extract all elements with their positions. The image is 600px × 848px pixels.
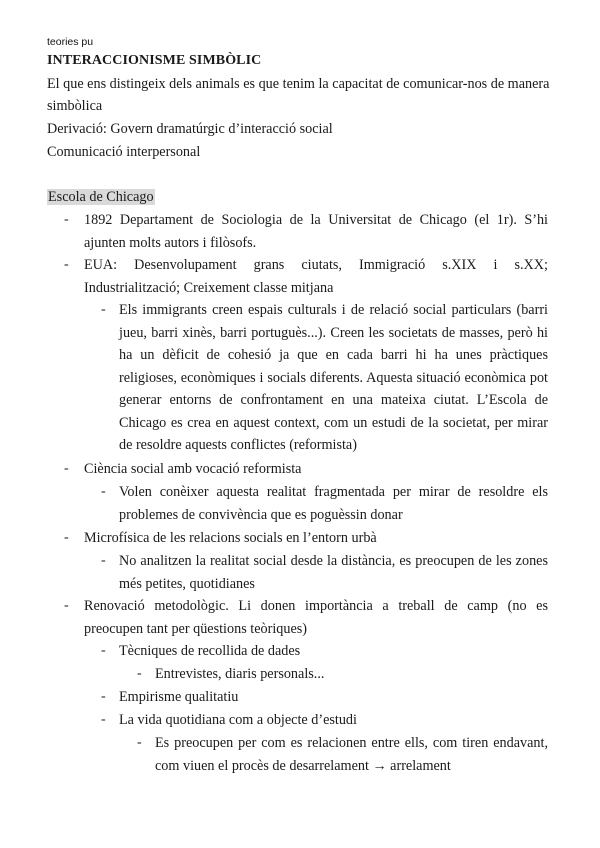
intro-line-1: El que ens distingeix dels animals es que tenim la capacitat de comunicar-nos de manera: [47, 76, 550, 92]
list-item: Els immigrants creen espais culturals i de relació social particulars (barri jueu, barri xinès, barri portuguès...). Creen les societats de masses, però hi ha un dèficit de cohesió ja que en cada barri hi ha unes pràctiques religioses, econòmiques i socials diferents. Aquesta situació econòmica pot generar entorns de confrontament en una mateixa ciutat. L’Escola de Chicago es crea en aquest context, com un estudi de la societat, per mirar de resoldre aquests conflictes (reformista): [119, 302, 548, 453]
bullet-marker: -: [64, 461, 69, 476]
comunicacio-line: Comunicació interpersonal: [47, 144, 201, 160]
list-item: Ciència social amb vocació reformista: [84, 461, 302, 477]
bullet-marker: -: [101, 553, 106, 568]
bullet-marker: -: [64, 530, 69, 545]
section-heading-text: Escola de Chicago: [48, 189, 154, 205]
list-item: Renovació metodològic. Li donen importància a treball de camp (no es preocupen tant per qüestions teòriques): [84, 598, 548, 637]
list-item: 1892 Departament de Sociologia de la Universitat de Chicago (el 1r). S’hi ajunten molts autors i filòsofs.: [84, 212, 548, 251]
list-item: Tècniques de recollida de dades: [119, 643, 301, 659]
bullet-marker: -: [64, 212, 69, 227]
bullet-marker: -: [101, 643, 106, 658]
bullet-marker: -: [101, 484, 106, 499]
document-header-label: teories pu: [47, 36, 94, 48]
list-item: Es preocupen per com es relacionen entre ells, com tiren endavant, com viuen el procès de desarrelament → arrelament: [155, 735, 548, 774]
bullet-marker: -: [101, 689, 106, 704]
list-item: No analitzen la realitat social desde la distància, es preocupen de les zones més petites, quotidianes: [119, 553, 548, 592]
intro-line-2: simbòlica: [47, 98, 103, 114]
bullet-marker: -: [137, 666, 142, 681]
document-title: INTERACCIONISME SIMBÒLIC: [47, 53, 262, 68]
derivacio-line: Derivació: Govern dramatúrgic d’interacció social: [47, 121, 333, 137]
list-item: Volen conèixer aquesta realitat fragmentada per mirar de resoldre els problemes de convivència que es poguèssin donar: [119, 484, 548, 523]
list-item: Microfísica de les relacions socials en l’entorn urbà: [84, 530, 377, 546]
section-heading: [47, 186, 155, 209]
list-item: Empirisme qualitatiu: [119, 689, 239, 705]
bullet-marker: -: [64, 598, 69, 613]
bullet-marker: -: [101, 712, 106, 727]
list-item: EUA: Desenvolupament grans ciutats, Immigració s.XIX i s.XX; Industrialització; Creixement classe mitjana: [84, 257, 548, 296]
bullet-marker: -: [101, 302, 106, 317]
list-item: Entrevistes, diaris personals...: [155, 666, 325, 682]
list-item: La vida quotidiana com a objecte d’estudi: [119, 712, 357, 728]
bullet-marker: -: [137, 735, 142, 750]
bullet-marker: -: [64, 257, 69, 272]
